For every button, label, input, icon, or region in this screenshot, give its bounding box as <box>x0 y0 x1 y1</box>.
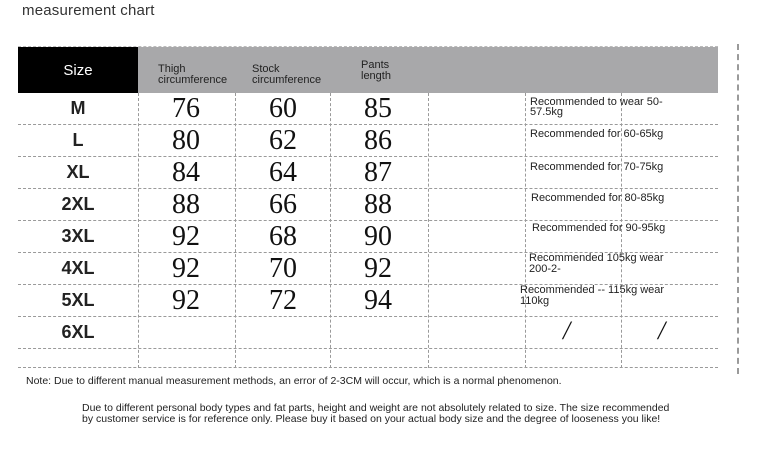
stock-value: 60 <box>269 92 297 124</box>
table-row <box>18 285 718 317</box>
table-row <box>18 189 718 221</box>
recommendation-line-1: Recommended 105kg wear <box>529 252 664 264</box>
stock-value: 68 <box>269 220 297 252</box>
size-header: Size <box>18 47 138 93</box>
table-row <box>18 317 718 349</box>
table-row <box>18 157 718 189</box>
pants-value: 87 <box>364 156 392 188</box>
thigh-value <box>138 317 234 348</box>
stock-value: 64 <box>269 156 297 188</box>
recommendation-line-1: Recommended to wear 50- <box>530 96 663 108</box>
stock-value: 70 <box>269 252 297 284</box>
recommendation-line-1: Recommended for 80-85kg <box>531 192 665 204</box>
empty-mark: / <box>658 316 666 345</box>
thigh-value: 84 <box>172 156 200 188</box>
recommendation-line-2: 57.5kg <box>530 106 564 118</box>
recommendation-line-2: 200-2- <box>529 263 561 275</box>
thigh-value: 88 <box>172 188 200 220</box>
size-label: 2XL <box>61 194 95 214</box>
size-label: 3XL <box>61 226 95 246</box>
size-label: XL <box>66 162 90 182</box>
thigh-value: 76 <box>172 92 200 124</box>
pants-value <box>330 317 426 348</box>
recommendation-line-1: Recommended for 90-95kg <box>532 222 666 234</box>
pants-value: 92 <box>364 252 392 284</box>
size-label: 6XL <box>61 322 95 342</box>
pants-value: 86 <box>364 124 392 156</box>
thigh-value: 92 <box>172 220 200 252</box>
size-label: 5XL <box>61 290 95 310</box>
thigh-value: 92 <box>172 252 200 284</box>
stock-value: 62 <box>269 124 297 156</box>
stock-value: 66 <box>269 188 297 220</box>
empty-mark: / <box>563 316 571 345</box>
header-bar <box>138 47 718 93</box>
stock-header: Stock circumference <box>252 63 322 86</box>
thigh-value: 92 <box>172 284 200 316</box>
table-row <box>18 349 718 368</box>
table-row <box>18 253 718 285</box>
pants-value: 90 <box>364 220 392 252</box>
pants-value: 94 <box>364 284 392 316</box>
table-row <box>18 221 718 253</box>
size-label: L <box>72 130 84 150</box>
table-row <box>18 125 718 157</box>
recommendation-line-1: Recommended for 70-75kg <box>530 161 664 173</box>
stock-value <box>235 317 331 348</box>
thigh-value: 80 <box>172 124 200 156</box>
pants-value: 88 <box>364 188 392 220</box>
size-disclaimer: Due to different personal body types and fat parts, height and weight are not absolutely related to size. The size recommended by customer service is for reference only. Please buy it based on your actual body size and the degree of looseness you like! <box>82 402 670 425</box>
measurement-note: Note: Due to different manual measurement methods, an error of 2-3CM will occur, which is a normal phenomenon. <box>26 375 562 387</box>
pants-value: 85 <box>364 92 392 124</box>
table-row <box>18 93 718 125</box>
stock-value: 72 <box>269 284 297 316</box>
recommendation-line-1: Recommended for 60-65kg <box>530 128 664 140</box>
recommendation-line-2: 110kg <box>520 295 550 307</box>
pants-header: Pants length <box>361 59 391 82</box>
chart-title: measurement chart <box>22 2 155 19</box>
size-label: M <box>70 98 86 118</box>
right-divider <box>737 44 739 374</box>
recommendation-line-1: Recommended -- 115kg wear <box>520 284 665 296</box>
thigh-header: Thigh circumference <box>158 63 228 86</box>
size-label: 4XL <box>61 258 95 278</box>
